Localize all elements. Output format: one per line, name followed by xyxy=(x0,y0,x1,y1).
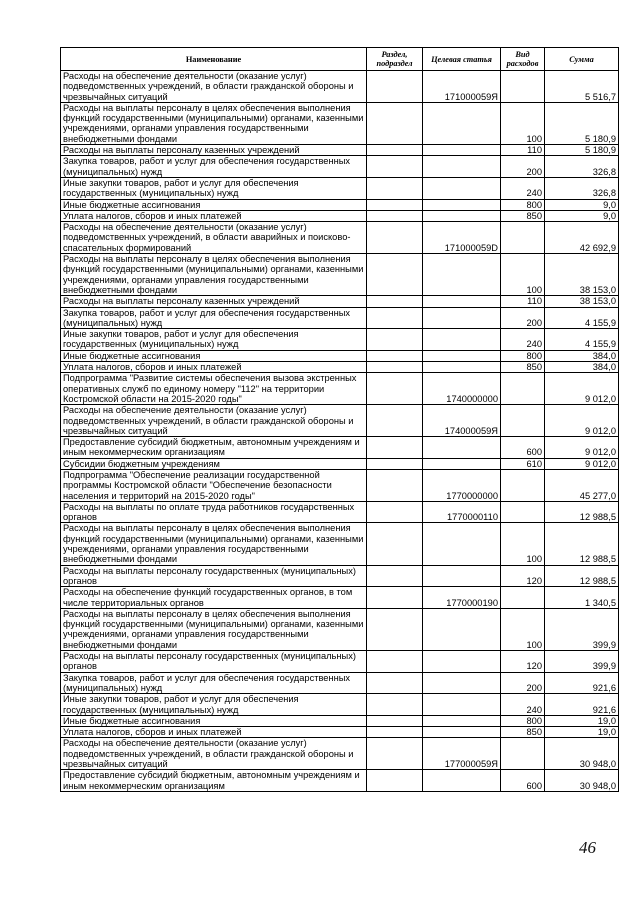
table-header-row xyxy=(61,48,619,71)
table-row xyxy=(61,565,619,587)
budget-table xyxy=(60,47,619,792)
cell-type xyxy=(501,469,545,501)
cell-article: 171000059Я xyxy=(423,71,501,103)
cell-name: Расходы на обеспечение функций государственных органов, в том числе территориальных органов xyxy=(61,587,367,609)
table-row xyxy=(61,177,619,199)
cell-section xyxy=(367,405,423,437)
cell-article xyxy=(423,296,501,307)
cell-name: Иные бюджетные ассигнования xyxy=(61,715,367,726)
cell-section xyxy=(367,210,423,221)
cell-article xyxy=(423,651,501,673)
cell-name: Подпрограмма "Обеспечение реализации государственной программы Костромской области "Обеспечение безопасности населения и территорий на 2015-2020 годы" xyxy=(61,469,367,501)
page-number: 46 xyxy=(579,838,596,857)
cell-sum: 12 988,5 xyxy=(545,501,619,523)
table-row xyxy=(61,329,619,351)
header-name: Наименование xyxy=(61,48,367,71)
cell-type: 100 xyxy=(501,102,545,144)
cell-type: 100 xyxy=(501,254,545,296)
cell-sum: 42 692,9 xyxy=(545,222,619,254)
cell-name: Иные бюджетные ассигнования xyxy=(61,350,367,361)
table-row xyxy=(61,672,619,694)
cell-name: Закупка товаров, работ и услуг для обеспечения государственных (муниципальных) нужд xyxy=(61,307,367,329)
cell-sum: 384,0 xyxy=(545,362,619,373)
cell-sum: 30 948,0 xyxy=(545,738,619,770)
table-row xyxy=(61,71,619,103)
cell-name: Иные закупки товаров, работ и услуг для обеспечения государственных (муниципальных) нужд xyxy=(61,177,367,199)
table-row xyxy=(61,727,619,738)
cell-type xyxy=(501,373,545,405)
cell-sum: 921,6 xyxy=(545,672,619,694)
cell-sum: 9 012,0 xyxy=(545,373,619,405)
cell-sum: 19,0 xyxy=(545,715,619,726)
cell-section xyxy=(367,222,423,254)
cell-type xyxy=(501,71,545,103)
cell-article: 1770000190 xyxy=(423,587,501,609)
table-row xyxy=(61,608,619,650)
cell-sum: 12 988,5 xyxy=(545,523,619,565)
cell-article xyxy=(423,672,501,694)
cell-type xyxy=(501,587,545,609)
cell-section xyxy=(367,694,423,716)
table-row xyxy=(61,210,619,221)
cell-article xyxy=(423,458,501,469)
table-row xyxy=(61,694,619,716)
cell-type: 100 xyxy=(501,523,545,565)
cell-section xyxy=(367,307,423,329)
cell-name: Иные бюджетные ассигнования xyxy=(61,199,367,210)
cell-section xyxy=(367,199,423,210)
cell-sum: 9 012,0 xyxy=(545,458,619,469)
cell-type: 600 xyxy=(501,437,545,459)
cell-name: Расходы на выплаты персоналу казенных учреждений xyxy=(61,145,367,156)
cell-name: Расходы на выплаты персоналу в целях обеспечения выполнения функций государственными (муниципальными) органами, казенными учреждениями, органами управления государственными внебюджетными фондами xyxy=(61,254,367,296)
table-row xyxy=(61,523,619,565)
cell-article: 1770000000 xyxy=(423,469,501,501)
cell-name: Предоставление субсидий бюджетным, автономным учреждениям и иным некоммерческим организациям xyxy=(61,770,367,792)
cell-type: 850 xyxy=(501,727,545,738)
table-row xyxy=(61,222,619,254)
cell-name: Уплата налогов, сборов и иных платежей xyxy=(61,210,367,221)
cell-type: 240 xyxy=(501,694,545,716)
cell-sum: 326,8 xyxy=(545,177,619,199)
cell-name: Расходы на обеспечение деятельности (оказание услуг) подведомственных учреждений, в области аварийных и поисково-спасательных формирований xyxy=(61,222,367,254)
cell-sum: 4 155,9 xyxy=(545,307,619,329)
cell-name: Предоставление субсидий бюджетным, автономным учреждениям и иным некоммерческим организациям xyxy=(61,437,367,459)
cell-section xyxy=(367,71,423,103)
cell-sum: 9,0 xyxy=(545,210,619,221)
cell-name: Закупка товаров, работ и услуг для обеспечения государственных (муниципальных) нужд xyxy=(61,672,367,694)
cell-sum: 12 988,5 xyxy=(545,565,619,587)
cell-name: Расходы на выплаты персоналу государственных (муниципальных) органов xyxy=(61,565,367,587)
cell-type: 240 xyxy=(501,329,545,351)
cell-article xyxy=(423,329,501,351)
cell-section xyxy=(367,469,423,501)
table-row xyxy=(61,587,619,609)
cell-type xyxy=(501,501,545,523)
header-article: Целевая статья xyxy=(423,48,501,71)
cell-sum: 5 180,9 xyxy=(545,145,619,156)
budget-sheet xyxy=(60,47,618,792)
cell-name: Расходы на выплаты персоналу в целях обеспечения выполнения функций государственными (муниципальными) органами, казенными учреждениями, органами управления государственными внебюджетными фондами xyxy=(61,523,367,565)
cell-section xyxy=(367,770,423,792)
cell-section xyxy=(367,145,423,156)
cell-article xyxy=(423,694,501,716)
cell-section xyxy=(367,254,423,296)
cell-section xyxy=(367,296,423,307)
cell-type: 850 xyxy=(501,210,545,221)
table-body xyxy=(61,71,619,792)
cell-sum: 38 153,0 xyxy=(545,296,619,307)
cell-type: 800 xyxy=(501,715,545,726)
cell-sum: 9 012,0 xyxy=(545,405,619,437)
cell-type: 800 xyxy=(501,350,545,361)
cell-article xyxy=(423,362,501,373)
cell-name: Расходы на обеспечение деятельности (оказание услуг) подведомственных учреждений, в области гражданской обороны и чрезвычайных ситуаций xyxy=(61,71,367,103)
cell-section xyxy=(367,651,423,673)
cell-sum: 9,0 xyxy=(545,199,619,210)
cell-type: 200 xyxy=(501,156,545,178)
cell-type: 120 xyxy=(501,565,545,587)
cell-article xyxy=(423,770,501,792)
table-row xyxy=(61,307,619,329)
cell-type: 110 xyxy=(501,145,545,156)
cell-article xyxy=(423,727,501,738)
cell-type: 600 xyxy=(501,770,545,792)
cell-article xyxy=(423,199,501,210)
cell-name: Иные закупки товаров, работ и услуг для обеспечения государственных (муниципальных) нужд xyxy=(61,694,367,716)
cell-name: Расходы на выплаты персоналу государственных (муниципальных) органов xyxy=(61,651,367,673)
table-row xyxy=(61,469,619,501)
cell-name: Уплата налогов, сборов и иных платежей xyxy=(61,727,367,738)
cell-article xyxy=(423,565,501,587)
cell-sum: 1 340,5 xyxy=(545,587,619,609)
header-type: Вид расходов xyxy=(501,48,545,71)
cell-name: Уплата налогов, сборов и иных платежей xyxy=(61,362,367,373)
cell-type xyxy=(501,222,545,254)
cell-section xyxy=(367,329,423,351)
cell-name: Субсидии бюджетным учреждениям xyxy=(61,458,367,469)
cell-sum: 19,0 xyxy=(545,727,619,738)
cell-section xyxy=(367,177,423,199)
cell-section xyxy=(367,738,423,770)
cell-sum: 921,6 xyxy=(545,694,619,716)
cell-section xyxy=(367,102,423,144)
cell-article xyxy=(423,102,501,144)
cell-article xyxy=(423,145,501,156)
table-row xyxy=(61,254,619,296)
cell-name: Расходы на выплаты персоналу казенных учреждений xyxy=(61,296,367,307)
cell-type xyxy=(501,405,545,437)
cell-type: 110 xyxy=(501,296,545,307)
cell-name: Иные закупки товаров, работ и услуг для обеспечения государственных (муниципальных) нужд xyxy=(61,329,367,351)
cell-name: Расходы на выплаты персоналу в целях обеспечения выполнения функций государственными (муниципальными) органами, казенными учреждениями, органами управления государственными внебюджетными фондами xyxy=(61,608,367,650)
cell-type: 200 xyxy=(501,672,545,694)
cell-article xyxy=(423,210,501,221)
table-row xyxy=(61,296,619,307)
cell-section xyxy=(367,565,423,587)
cell-article: 174000059Я xyxy=(423,405,501,437)
cell-article xyxy=(423,350,501,361)
cell-article xyxy=(423,437,501,459)
cell-sum: 384,0 xyxy=(545,350,619,361)
cell-sum: 399,9 xyxy=(545,651,619,673)
cell-sum: 45 277,0 xyxy=(545,469,619,501)
cell-name: Расходы на обеспечение деятельности (оказание услуг) подведомственных учреждений, в области гражданской обороны и чрезвычайных ситуаций xyxy=(61,405,367,437)
cell-section xyxy=(367,715,423,726)
cell-name: Подпрограмма "Развитие системы обеспечения вызова экстренных оперативных служб по единому номеру "112" на территории Костромской области на 2015-2020 годы" xyxy=(61,373,367,405)
cell-sum: 399,9 xyxy=(545,608,619,650)
cell-section xyxy=(367,437,423,459)
cell-sum: 30 948,0 xyxy=(545,770,619,792)
cell-name: Расходы на выплаты по оплате труда работников государственных органов xyxy=(61,501,367,523)
table-row xyxy=(61,437,619,459)
header-sum: Сумма xyxy=(545,48,619,71)
cell-type xyxy=(501,738,545,770)
cell-section xyxy=(367,373,423,405)
cell-article: 171000059D xyxy=(423,222,501,254)
cell-sum: 326,8 xyxy=(545,156,619,178)
cell-section xyxy=(367,501,423,523)
table-row xyxy=(61,458,619,469)
table-row xyxy=(61,102,619,144)
table-row xyxy=(61,770,619,792)
cell-type: 100 xyxy=(501,608,545,650)
cell-type: 800 xyxy=(501,199,545,210)
cell-article xyxy=(423,523,501,565)
table-row xyxy=(61,199,619,210)
cell-article xyxy=(423,608,501,650)
cell-name: Расходы на обеспечение деятельности (оказание услуг) подведомственных учреждений, в области гражданской обороны и чрезвычайных ситуаций xyxy=(61,738,367,770)
cell-section xyxy=(367,608,423,650)
cell-section xyxy=(367,156,423,178)
table-row xyxy=(61,362,619,373)
cell-article xyxy=(423,715,501,726)
cell-section xyxy=(367,362,423,373)
cell-sum: 5 180,9 xyxy=(545,102,619,144)
cell-sum: 38 153,0 xyxy=(545,254,619,296)
cell-section xyxy=(367,458,423,469)
cell-article xyxy=(423,307,501,329)
table-row xyxy=(61,651,619,673)
cell-sum: 9 012,0 xyxy=(545,437,619,459)
cell-article xyxy=(423,177,501,199)
cell-sum: 5 516,7 xyxy=(545,71,619,103)
table-row xyxy=(61,156,619,178)
cell-article xyxy=(423,254,501,296)
cell-section xyxy=(367,523,423,565)
cell-article: 177000059Я xyxy=(423,738,501,770)
cell-name: Расходы на выплаты персоналу в целях обеспечения выполнения функций государственными (муниципальными) органами, казенными учреждениями, органами управления государственными внебюджетными фондами xyxy=(61,102,367,144)
table-row xyxy=(61,501,619,523)
cell-article: 1740000000 xyxy=(423,373,501,405)
cell-article xyxy=(423,156,501,178)
cell-section xyxy=(367,587,423,609)
cell-section xyxy=(367,727,423,738)
cell-section xyxy=(367,350,423,361)
cell-type: 850 xyxy=(501,362,545,373)
cell-section xyxy=(367,672,423,694)
table-row xyxy=(61,405,619,437)
table-row xyxy=(61,715,619,726)
header-section: Раздел, подраздел xyxy=(367,48,423,71)
table-row xyxy=(61,738,619,770)
cell-article: 1770000110 xyxy=(423,501,501,523)
table-row xyxy=(61,145,619,156)
cell-type: 120 xyxy=(501,651,545,673)
cell-type: 240 xyxy=(501,177,545,199)
cell-sum: 4 155,9 xyxy=(545,329,619,351)
table-row xyxy=(61,350,619,361)
cell-type: 200 xyxy=(501,307,545,329)
table-row xyxy=(61,373,619,405)
cell-type: 610 xyxy=(501,458,545,469)
cell-name: Закупка товаров, работ и услуг для обеспечения государственных (муниципальных) нужд xyxy=(61,156,367,178)
